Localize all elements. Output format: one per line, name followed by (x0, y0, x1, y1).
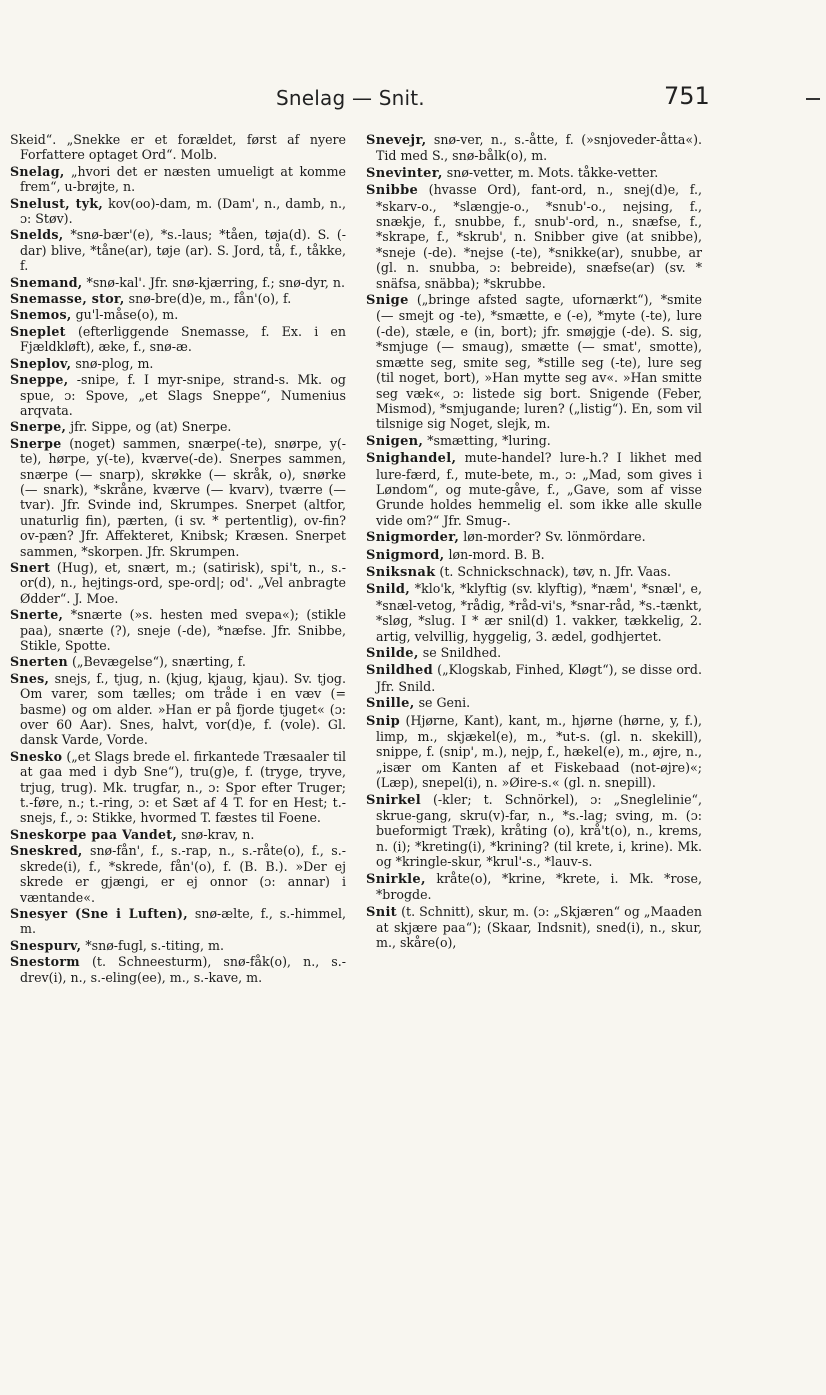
entry-definition: (hvasse Ord), fant-ord, n., snej(d)e, f., *skarv-o., *slængje-o., *snub'-o., nejsing, f., snækje, f., snubbe, f., snub'-ord, n., snæfse, f., *skrape, f., *skrub', n. Snibber give (at snibbe), *sneje (-de). *nejse (-te), *snikke(ar), snubbe, ar (gl. n. snubba, ɔ: bebreide), snæfse(ar) (sv. * snäfsa, snäbba); *skrubbe. (376, 182, 702, 291)
dictionary-entry (366, 713, 702, 791)
entry-definition: (Hjørne, Kant), kant, m., hjørne (hørne, y, f.), limp, m., skjækel(e), m., *ut-s. (gl. n. skekill), snippe, f. (snip', m.), nejp, f., hækel(e), m., øjre, n., „især om Kanten af et Fiskebaad (not-øjre)«; (Læp), snepel(i), n. »Øire-s.« (gl. n. snepill). (376, 712, 702, 791)
dictionary-entry (10, 324, 346, 355)
right-column (366, 132, 702, 952)
entry-definition: gu'l-måse(o), m. (75, 307, 179, 323)
entry-definition: („bringe afsted sagte, ufornærkt“), *smite (— smejt og -te), *smætte, e (-e), *myte (-te), lure (-de), stæle, e (in, bort); jfr. smøjgje (-de). S. sig, *smjuge (— smaug), smætte (— smat', smotte), smætte seg, smite seg, *stille seg (-te), lure seg (til noget, bort), »Han mytte seg av«. »Han smitte seg væk«, ɔ: listede sig bort. Snigende (Feber, Mismod), *smjugande; luren? („listig“). En, som vil tilsnige sig Noget, slejk, m. (376, 292, 703, 432)
entry-headword: Snevinter, (366, 165, 443, 181)
entry-definition: løn-morder? Sv. lönmördare. (463, 529, 646, 545)
dictionary-entry (10, 307, 346, 322)
entry-definition: se Geni. (418, 695, 471, 711)
entry-headword: Snighandel, (366, 451, 457, 467)
entry-definition: mute-handel? lure-h.? I likhet med lure-færd, f., mute-bete, m., ɔ: „Mad, som gives i Løndom“, og mute-gåve, f., „Gave, som af visse Grunde holdes hemmelig el. som ikke alle skulle vide om?“ Jfr. Smug-. (376, 450, 702, 528)
dictionary-entry (366, 581, 702, 644)
entry-headword: Snert (10, 559, 51, 575)
entry-headword: Snesyer (Sne i Luften), (10, 905, 188, 921)
entry-headword: Snerpe (10, 435, 62, 451)
entry-headword: Snirkle, (366, 871, 426, 887)
dictionary-entry (366, 165, 702, 181)
entry-definition: *snærte (»s. hesten med svepa«); (stikle paa), snærte (?), sneje (-de), *næfse. Jfr. Snibbe, Stikle, Spotte. (20, 607, 346, 653)
dictionary-entry (366, 433, 702, 449)
entry-definition: („Bevægelse“), snærting, f. (72, 654, 246, 670)
entry-headword: Snit (366, 904, 397, 920)
entry-definition: snø-ælte, f., s.-himmel, m. (20, 905, 346, 937)
entry-headword: Snerten (10, 654, 68, 670)
entry-headword: Snirkel (366, 792, 421, 808)
entry-headword: Snemasse, stor, (10, 291, 125, 307)
entry-headword: Sneskorpe paa Vandet, (10, 826, 178, 842)
dictionary-entry (10, 749, 346, 826)
entry-headword: Sneplet (10, 323, 66, 339)
dictionary-entry (366, 662, 702, 694)
dictionary-entry (366, 292, 702, 432)
entry-headword: Snigen, (366, 433, 424, 449)
dictionary-entry (10, 436, 346, 559)
entry-headword: Snelust, tyk, (10, 195, 104, 211)
entry-headword: Snip (366, 713, 401, 729)
entry-headword: Snigmorder, (366, 530, 460, 546)
dictionary-entry (10, 954, 346, 985)
entry-definition: *snø-bær'(e), *s.-laus; *tåen, tøja(d). S. (-dar) blive, *tåne(ar), tøje (ar). S. Jord, tå, f., tåkke, f. (20, 227, 346, 274)
entry-headword: Snild, (366, 582, 411, 598)
entry-definition: snejs, f., tjug, n. (kjug, kjaug, kjau). Sv. tjog. Om varer, som tælles; om tråde i en væv (= basme) og om alder. »Han er på fjorde tjuget« (ɔ: over 60 Aar). Snes, halvt, vor(d)e, f. (vole). Gl. dansk Varde, Vorde. (20, 670, 346, 748)
entry-definition: (Hug), et, snært, m.; (satirisk), spi't, n., s.-or(d), n., hejtings-ord, spe-ord|; od'. „Vel anbragte Ødder“. J. Moe. (20, 559, 346, 606)
dictionary-entry (366, 547, 702, 563)
dictionary-entry (366, 182, 702, 291)
entry-definition: -snipe, f. I myr-snipe, strand-s. Mk. og spue, ɔ: Spove, „et Slags Sneppe“, Numenius arqvata. (20, 372, 346, 418)
entry-headword: Snes, (10, 670, 50, 686)
entry-headword: Snemos, (10, 307, 72, 323)
entry-definition: (t. Schneesturm), snø-fåk(o), n., s.-drev(i), n., s.-eling(ee), m., s.-kave, m. (20, 954, 346, 985)
entry-definition: snø-ver, n., s.-åtte, f. (»snjoveder-åtta«). Tid med S., snø-bålk(o), m. (376, 132, 702, 164)
entry-headword: Snerpe, (10, 419, 67, 435)
dictionary-entry (366, 904, 702, 951)
entry-headword: Snigmord, (366, 547, 445, 563)
dictionary-entry (10, 132, 346, 163)
dictionary-entry (366, 871, 702, 903)
entry-definition: løn-mord. B. B. (448, 546, 545, 562)
dictionary-entry (10, 356, 346, 371)
entry-definition: *snø-fugl, s.-titing, m. (85, 937, 224, 953)
entry-definition: snø-plog, m. (75, 355, 154, 371)
entry-headword: Snesko (10, 748, 63, 764)
dictionary-entry (366, 564, 702, 580)
entry-definition: Skeid“. „Snekke er et forældet, først af nyere Forfattere optaget Ord“. Molb. (10, 132, 346, 163)
entry-definition: kov(oo)-dam, m. (Dam', n., damb, n., ɔ: Støv). (20, 195, 346, 227)
entry-headword: Snille, (366, 696, 415, 712)
entry-headword: Snemand, (10, 274, 83, 290)
entry-headword: Snevejr, (366, 133, 427, 148)
entry-definition: (noget) sammen, snærpe(-te), snørpe, y(-te), hørpe, y(-te), kværve(-de). Snerpes sammen, snærpe (— snarp), skrøkke (— skråk, o), snørke (— snark), *skråne, kværve (— kvarv), tværre (— tvar). Jfr. Svinde ind, Skrumpes. Snerpet (altfor, unaturlig fin), pærten, (i sv. * pertentlig), ov-fin? ov-pæn? Jfr. Affekteret, Knibsk; Kræsen. Snerpet sammen, *skorpen. Jfr. Skrumpen. (20, 435, 346, 559)
dictionary-entry (10, 291, 346, 306)
entry-headword: Snildhed (366, 663, 434, 679)
entry-definition: „hvori det er næsten umueligt at komme frem“, u-brøjte, n. (20, 163, 346, 195)
entry-headword: Snibbe (366, 183, 419, 199)
entry-definition: (t. Schnitt), skur, m. (ɔ: „Skjæren“ og „Maaden at skjære paa“); (Skaar, Indsnit), sned(i), n., skur, m., skåre(o), (376, 903, 702, 951)
entry-definition: snø-fån', f., s.-rap, n., s.-råte(o), f., s.-skrede(i), f., *skrede, fån'(o), f. (B. B.). »Der ej skrede er gjængi, er ej onnor (ɔ: annar) i væntande«. (20, 843, 346, 905)
dictionary-entry (10, 938, 346, 953)
left-column (10, 132, 346, 986)
page-number: 751 (664, 82, 710, 110)
dictionary-entry (10, 164, 346, 195)
running-head: Snelag — Snit. (276, 86, 425, 110)
entry-definition: („Klogskab, Finhed, Kløgt“), se disse ord. Jfr. Snild. (376, 662, 702, 694)
entry-headword: Sneppe, (10, 372, 69, 388)
entry-definition: snø-bre(d)e, m., fån'(o), f. (128, 291, 292, 307)
dictionary-entry (366, 792, 702, 870)
entry-headword: Sniksnak (366, 564, 436, 580)
entry-headword: Snilde, (366, 646, 419, 661)
entry-definition: snø-krav, n. (181, 826, 255, 842)
dictionary-entry (366, 132, 702, 164)
entry-headword: Snestorm (10, 954, 80, 970)
dictionary-entry (366, 645, 702, 661)
dictionary-entry (366, 529, 702, 545)
entry-definition: kråte(o), *krine, *krete, i. Mk. *rose, *brogde. (376, 870, 702, 903)
page-header (0, 82, 826, 126)
entry-headword: Sneplov, (10, 355, 72, 371)
dictionary-entry (10, 827, 346, 842)
dictionary-entry (10, 196, 346, 227)
dictionary-entry (10, 906, 346, 937)
dictionary-entry (10, 671, 346, 748)
dictionary-entry (10, 227, 346, 273)
entry-definition: (t. Schnickschnack), tøv, n. Jfr. Vaas. (439, 563, 672, 579)
entry-definition: jfr. Sippe, og (at) Snerpe. (70, 419, 232, 435)
entry-definition: („et Slags brede el. firkantede Træsaaler til at gaa med i dyb Sne“), tru(g)e, f. (tryge, tryve, trjug, trug). Mk. trugfar, n., ɔ: Spor efter Truger; t.-føre, n.; t.-ring, ɔ: et Sæt af 4 T. for en Hest; t.-snejs, f., ɔ: Stikke, hvormed T. fæstes til Foene. (20, 748, 346, 826)
entry-definition: *smætting, *luring. (427, 432, 551, 448)
dictionary-entry (10, 372, 346, 418)
entry-headword: Snelag, (10, 163, 65, 179)
dictionary-entry (366, 450, 702, 528)
dictionary-entry (10, 275, 346, 290)
entry-definition: (-kler; t. Schnörkel), ɔ: „Sneglelinie“, skrue-gang, skru(v)-far, n., *s.-lag; sving, m. (ɔ: bueformigt Træk), kråting (o), krå't(o), n., krems, n. (i); *kreting(i), *krining? (til krete, i, krine). Mk. og *kringle-skur, *krul'-s., *lauv-s. (376, 791, 702, 870)
entry-headword: Snespurv, (10, 937, 82, 953)
dictionary-entry (10, 560, 346, 606)
dictionary-entry (10, 419, 346, 434)
entry-headword: Sneskred, (10, 843, 83, 859)
dictionary-entry (10, 607, 346, 653)
entry-definition: (efterliggende Snemasse, f. Ex. i en Fjældkløft), æke, f., snø-æ. (20, 323, 346, 355)
entry-definition: *snø-kal'. Jfr. snø-kjærring, f.; snø-dyr, n. (86, 274, 346, 290)
margin-mark (806, 98, 820, 100)
dictionary-entry (366, 695, 702, 711)
entry-definition: se Snildhed. (422, 645, 502, 660)
dictionary-entry (10, 654, 346, 669)
entry-headword: Snerte, (10, 607, 64, 623)
entry-definition: snø-vetter, m. Mots. tåkke-vetter. (446, 164, 659, 180)
entry-definition: *klo'k, *klyftig (sv. klyftig), *næm', *snæl', e, *snæl-vetog, *rådig, *råd-vi's, *snar-råd, *s.-tænkt, *sløg, *slug. I * ær snil(d) 1. vakker, tækkelig, 2. artig, velvillig, hyggelig, 3. ædel, godhjertet. (376, 581, 702, 644)
entry-headword: Snelds, (10, 227, 64, 243)
entry-headword: Snige (366, 293, 409, 309)
dictionary-entry (10, 843, 346, 905)
